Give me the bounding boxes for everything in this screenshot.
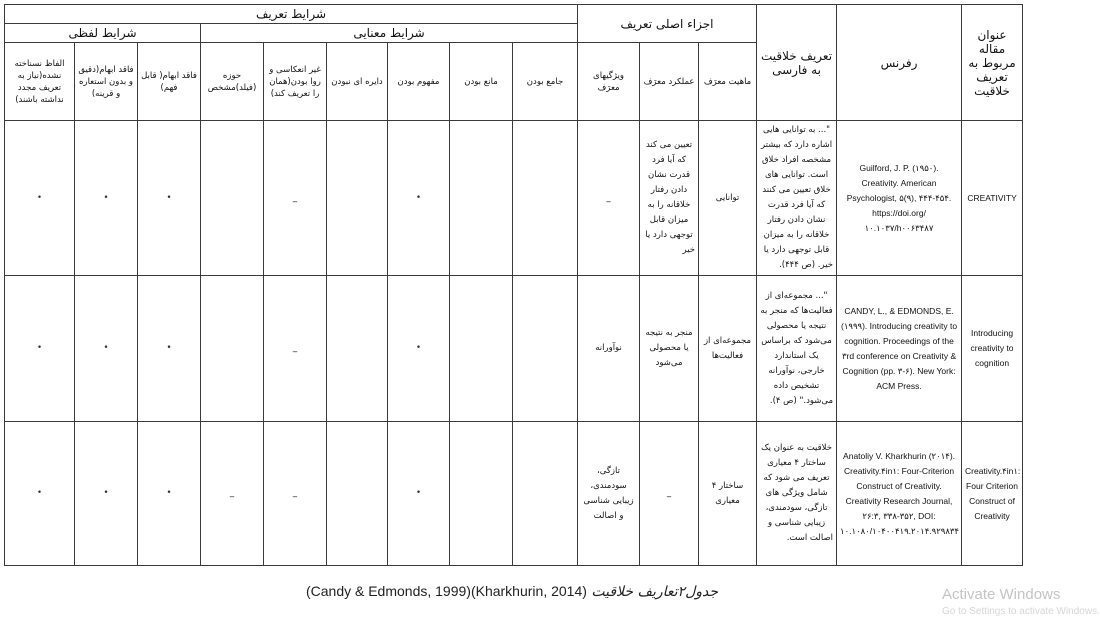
header-exclusive: مانع بودن <box>450 43 513 121</box>
activate-windows-watermark: Activate Windows <box>942 586 1061 603</box>
cell-precise: • <box>75 276 138 422</box>
cell-precise: • <box>75 422 138 566</box>
header-meaningful: مفهوم بودن <box>388 43 450 121</box>
cell-essence: توانایی <box>699 121 757 276</box>
header-group-lexical: شرایط لفظی <box>5 24 201 43</box>
header-non-reflexive: غیر انعکاسی و روا بودن(همان را تعریف کند) <box>264 43 327 121</box>
header-reference: رفرنس <box>837 5 962 121</box>
cell-exclusive <box>450 276 513 422</box>
cell-no-ambiguity: • <box>138 422 201 566</box>
cell-non-circular <box>327 422 388 566</box>
cell-meaningful: • <box>388 276 450 422</box>
cell-function: _ <box>640 422 699 566</box>
activate-windows-subtext: Go to Settings to activate Windows. <box>942 606 1100 617</box>
cell-title: Introducing creativity to cognition <box>962 276 1023 422</box>
cell-non-reflexive: _ <box>264 121 327 276</box>
cell-non-circular <box>327 276 388 422</box>
cell-domain <box>201 121 264 276</box>
header-group-semantic: شرایط معنایی <box>201 24 578 43</box>
cell-non-circular <box>327 121 388 276</box>
cell-exclusive <box>450 121 513 276</box>
header-function: عملکرد معرَف <box>640 43 699 121</box>
header-article-title: عنوان مقاله مربوط به تعریف خلاقیت <box>962 5 1023 121</box>
cell-features: نوآورانه <box>578 276 640 422</box>
cell-domain: _ <box>201 422 264 566</box>
cell-known-terms: • <box>5 121 75 276</box>
cell-function: تعیین می کند که آیا فرد قدرت نشان دادن رفتار خلاقانه را به میزان قابل توجهی دارد یا خیر <box>640 121 699 276</box>
header-group-definition-conditions: شرایط تعریف <box>5 5 578 24</box>
cell-title: CREATIVITY <box>962 121 1023 276</box>
header-persian-definition: تعریف خلاقیت به فارسی <box>757 5 837 121</box>
cell-essence: ساختار ۴ معیاری <box>699 422 757 566</box>
header-features: ویژگیهای معرَف <box>578 43 640 121</box>
cell-reference: Guilford, J. P. (۱۹۵۰). Creativity. American Psychologist, ۵(۹), ۴۴۴-۴۵۴. https://doi.org/۱۰.۱۰۳۷/h۰۰۶۳۴۸۷ <box>837 121 962 276</box>
caption-citations: (Candy & Edmonds, 1999)(Kharkhurin, 2014) <box>305 583 587 599</box>
cell-comprehensive <box>513 276 578 422</box>
cell-persian-definition: خلاقیت به عنوان یک ساختار ۴ معیاری تعریف می شود که شامل ویژگی های تازگی، سودمندی، زیبایی شناسی و اصالت است. <box>757 422 837 566</box>
cell-comprehensive <box>513 422 578 566</box>
cell-known-terms: • <box>5 276 75 422</box>
header-precise: فاقد ابهام(دقیق و بدون استعاره و قرینه) <box>75 43 138 121</box>
cell-non-reflexive: _ <box>264 276 327 422</box>
header-comprehensive: جامع بودن <box>513 43 578 121</box>
header-group-components: اجزاء اصلی تعریف <box>578 5 757 43</box>
cell-title: Creativity.۴in۱: Four Criterion Construct of Creativity <box>962 422 1023 566</box>
cell-known-terms: • <box>5 422 75 566</box>
cell-essence: مجموعه‌ای از فعالیت‌ها <box>699 276 757 422</box>
cell-meaningful: • <box>388 121 450 276</box>
cell-comprehensive <box>513 121 578 276</box>
cell-features: تازگی، سودمندی، زیبایی شناسی و اصالت <box>578 422 640 566</box>
cell-exclusive <box>450 422 513 566</box>
table-row <box>5 276 1023 422</box>
cell-meaningful: • <box>388 422 450 566</box>
cell-no-ambiguity: • <box>138 276 201 422</box>
table-row <box>5 121 1023 276</box>
cell-persian-definition: "... به توانایی هایی اشاره دارد که بیشتر مشخصه افراد خلاق است. توانایی های خلاق تعیین می کنند که آیا فرد قدرت نشان دادن رفتار خلاقانه را به میزان قابل توجهی دارد یا خیر. (ص ۴۴۴). <box>757 121 837 276</box>
cell-precise: • <box>75 121 138 276</box>
header-domain: حوزه (فیلد)مشخص <box>201 43 264 121</box>
header-known-terms: الفاظ نسناخته نشده(نیاز به تعریف مجدد نداشته باشند) <box>5 43 75 121</box>
header-non-circular: دایره ای نبودن <box>327 43 388 121</box>
cell-features: _ <box>578 121 640 276</box>
cell-no-ambiguity: • <box>138 121 201 276</box>
table-row <box>5 422 1023 566</box>
caption-title: جدول۲تعاریف خلاقیت <box>591 584 719 600</box>
cell-reference: Anatoliy V. Kharkhurin (۲۰۱۴). Creativity.۴in۱: Four-Criterion Construct of Creativity. Creativity Research Journal, ۲۶:۳, ۳۳۸-۳۵۲, DOI: ۱۰.۱۰۸۰/۱۰۴۰۰۴۱۹.۲۰۱۴.۹۲۹۸۳۴ <box>837 422 962 566</box>
creativity-definitions-table <box>4 4 1023 566</box>
header-no-ambiguity: فاقد ابهام( قابل فهم) <box>138 43 201 121</box>
cell-domain <box>201 276 264 422</box>
cell-reference: CANDY, L., & EDMONDS, E. (۱۹۹۹). Introducing creativity to cognition. Proceedings of the ۳rd conference on Creativity & Cognition (pp. ۳-۶). New York: ACM Press. <box>837 276 962 422</box>
table-caption <box>0 583 1024 600</box>
cell-function: منجر به نتیجه یا محصولی می‌شود <box>640 276 699 422</box>
cell-non-reflexive: _ <box>264 422 327 566</box>
header-essence: ماهیت معرَف <box>699 43 757 121</box>
cell-persian-definition: "... مجموعه‌ای از فعالیت‌ها که منجر به نتیجه یا محصولی می‌شود که براساس یک استاندارد خارجی، نوآورانه تشخیص داده می‌شود." (ص ۴). <box>757 276 837 422</box>
